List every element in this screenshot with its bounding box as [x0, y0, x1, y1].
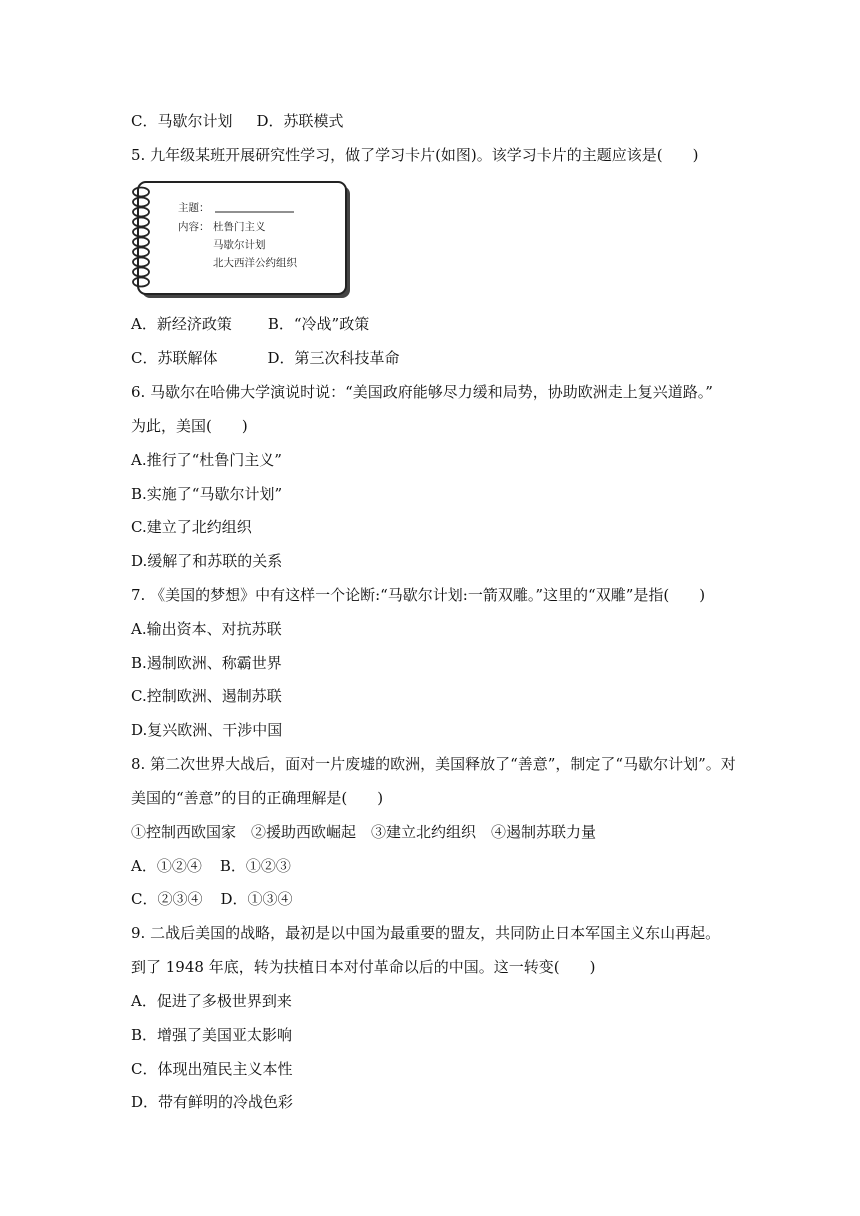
q5-option-d: D．第三次科技革命: [267, 349, 400, 367]
q4-option-c: C．马歇尔计划: [131, 112, 233, 130]
card-content-label: 内容：: [178, 221, 210, 233]
q7-option: C.控制欧洲、遏制苏联: [131, 687, 282, 705]
q8-option-c: C．②③④: [131, 890, 203, 908]
q5-option-a: A．新经济政策: [131, 315, 232, 333]
q7-option: A.输出资本、对抗苏联: [131, 620, 282, 638]
q8-statements: ①控制西欧国家 ②援助西欧崛起 ③建立北约组织 ④遏制苏联力量: [131, 823, 597, 841]
q6-option: A.推行了“杜鲁门主义”: [131, 451, 282, 469]
q9-option: C．体现出殖民主义本性: [131, 1060, 293, 1078]
q5-options-row-1: [131, 314, 369, 334]
q6-option: D.缓解了和苏联的关系: [131, 552, 283, 570]
q8-options-row-1: [131, 856, 291, 876]
q5-option-c: C．苏联解体: [131, 349, 218, 367]
q8-stem-line-1: 8. 第二次世界大战后，面对一片废墟的欧洲，美国释放了“善意”，制定了“马歇尔计划”。对: [131, 755, 736, 773]
q9-option: A．促进了多极世界到来: [131, 992, 292, 1010]
q6-option: B.实施了“马歇尔计划”: [131, 485, 283, 503]
q5-options-row-2: [131, 348, 400, 368]
q8-options-row-2: [131, 889, 293, 909]
q9-option: D．带有鲜明的冷战色彩: [131, 1093, 294, 1111]
q6-option: C.建立了北约组织: [131, 518, 252, 536]
q7-stem: 7. 《美国的梦想》中有这样一个论断:“马歇尔计划:一箭双雕。”这里的“双雕”是指( ): [131, 586, 706, 604]
q4-option-d: D．苏联模式: [256, 112, 344, 130]
study-card-figure: [128, 180, 352, 300]
card-item: 杜鲁门主义: [213, 221, 266, 233]
q6-stem-line-2: 为此，美国( ): [131, 417, 248, 435]
card-subject-label: 主题：: [178, 202, 210, 214]
q8-option-b: B．①②③: [219, 857, 291, 875]
q7-option: D.复兴欧洲、干涉中国: [131, 721, 283, 739]
q9-stem-line-2: 到了 1948 年底，转为扶植日本对付革命以后的中国。这一转变( ): [131, 958, 596, 976]
q4-options-row: [131, 111, 344, 131]
q7-option: B.遏制欧洲、称霸世界: [131, 654, 282, 672]
q9-option: B．增强了美国亚太影响: [131, 1026, 293, 1044]
q8-option-a: A．①②④: [131, 857, 202, 875]
q5-option-b: B．“冷战”政策: [267, 315, 370, 333]
q5-stem: 5. 九年级某班开展研究性学习，做了学习卡片(如图)。该学习卡片的主题应该是( ): [131, 146, 699, 164]
q9-stem-line-1: 9. 二战后美国的战略，最初是以中国为最重要的盟友，共同防止日本军国主义东山再起。: [131, 924, 721, 942]
card-item: 北大西洋公约组织: [213, 257, 297, 269]
q6-stem-line-1: 6. 马歇尔在哈佛大学演说时说：“美国政府能够尽力缓和局势，协助欧洲走上复兴道路。”: [131, 383, 713, 401]
card-item: 马歇尔计划: [213, 239, 266, 251]
q8-stem-line-2: 美国的“善意”的目的正确理解是( ): [131, 789, 384, 807]
q8-option-d: D．①③④: [220, 890, 293, 908]
